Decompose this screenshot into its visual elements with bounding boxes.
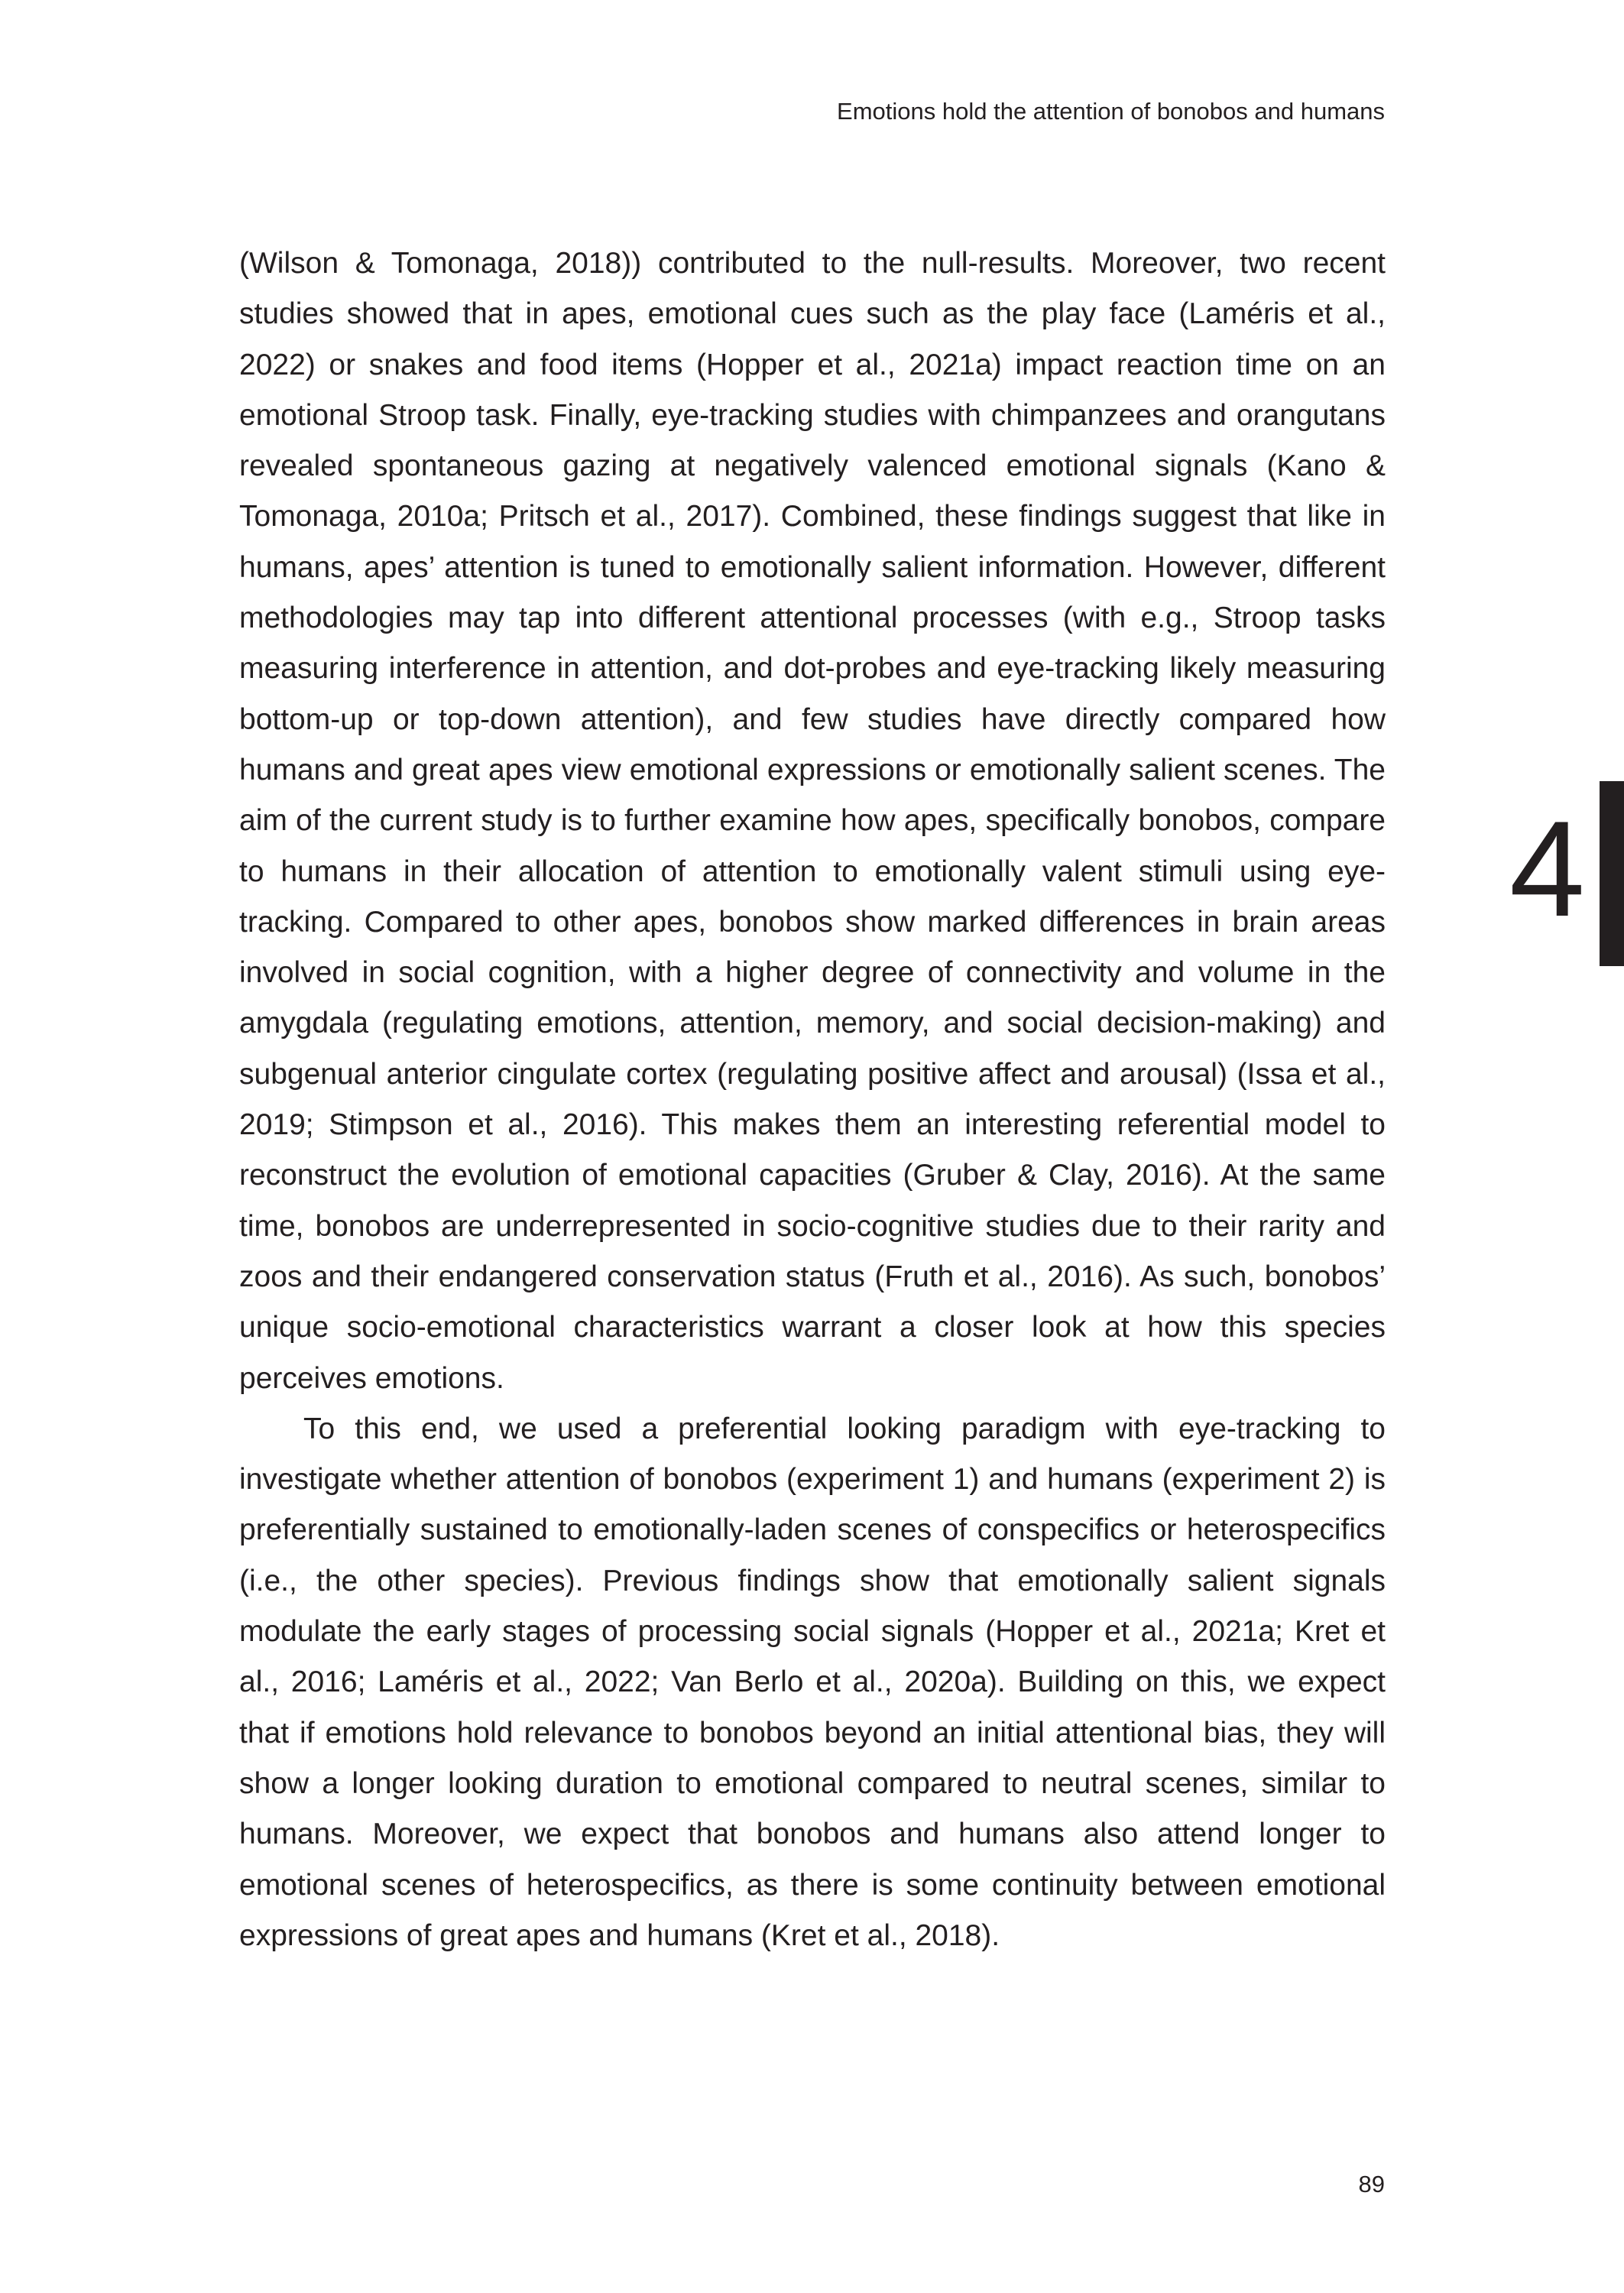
paragraph-2: To this end, we used a preferential looking paradigm with eye-tracking to investigate whether attention of bonobos (experiment 1) and humans (experiment 2) is preferentially sustained to emotionally-laden scenes of conspecifics or heterospecifics (i.e., the other species). Previous findings show that emotionally salient signals modulate the early stages of processing social signals (Hopper et al., 2021a; Kret et al., 2016; Laméris et al., 2022; Van Berlo et al., 2020a). Building on this, we expect that if emotions hold relevance to bonobos beyond an initial attentional bias, they will show a longer looking duration to emotional compared to neutral scenes, similar to humans. Moreover, we expect that bonobos and humans also attend longer to emotional scenes of heterospecifics, as there is some continuity between emotional expressions of great apes and humans (Kret et al., 2018). xyxy=(239,1412,1386,1952)
body-text xyxy=(239,238,1386,1961)
paragraph-1: (Wilson & Tomonaga, 2018)) contributed to the null-results. Moreover, two recent studies showed that in apes, emotional cues such as the play face (Laméris et al., 2022) or snakes and food items (Hopper et al., 2021a) impact reaction time on an emotional Stroop task. Finally, eye-tracking studies with chimpanzees and orangutans revealed spontaneous gazing at negatively valenced emotional signals (Kano & Tomonaga, 2010a; Pritsch et al., 2017). Combined, these findings suggest that like in humans, apes’ attention is tuned to emotionally salient information. However, different methodologies may tap into different attentional processes (with e.g., Stroop tasks measuring interference in attention, and dot-probes and eye-tracking likely measuring bottom-up or top-down attention), and few studies have directly compared how humans and great apes view emotional expressions or emotionally salient scenes. The aim of the current study is to further examine how apes, specifically bonobos, compare to humans in their allocation of attention to emotionally valent stimuli using eye-tracking. Compared to other apes, bonobos show marked differences in brain areas involved in social cognition, with a higher degree of connectivity and volume in the amygdala (regulating emotions, attention, memory, and social decision-making) and subgenual anterior cingulate cortex (regulating positive affect and arousal) (Issa et al., 2019; Stimpson et al., 2016). This makes them an interesting referential model to reconstruct the evolution of emotional capacities (Gruber & Clay, 2016). At the same time, bonobos are underrepresented in socio-cognitive studies due to their rarity and zoos and their endangered conservation status (Fruth et al., 2016). As such, bonobos’ unique socio-emotional characteristics warrant a closer look at how this species perceives emotions. xyxy=(239,247,1386,1395)
running-header: Emotions hold the attention of bonobos and humans xyxy=(837,98,1385,125)
chapter-number: 4 xyxy=(1509,793,1585,945)
page-number: 89 xyxy=(1358,2171,1385,2197)
chapter-thumb-tab-bar xyxy=(1600,781,1624,966)
